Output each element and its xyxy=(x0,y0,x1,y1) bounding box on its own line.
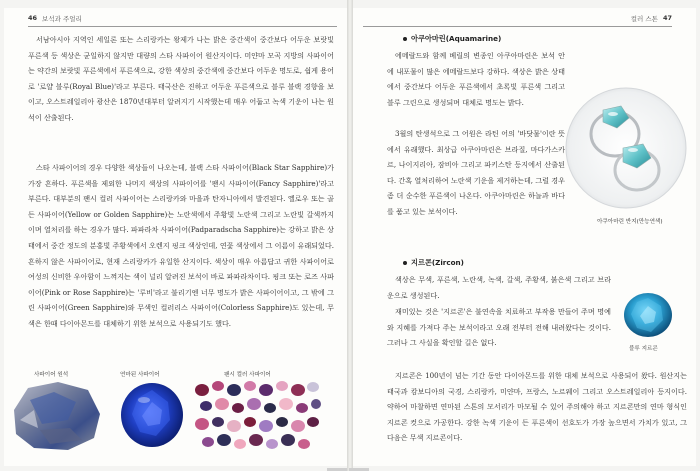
aquamarine-paragraph-2: 3월의 탄생석으로 그 어원은 라틴 어의 '바닷물'이란 뜻에서 유래했다. 최상급 아쿠아마린은 브라질, 마다가스카르, 나이지리아, 잠비아 그리고 파키스탄 등지에서 산출된다. 간혹 열처리하여 노란색 기운을 제거하는데, 그럴 경우 좀 더 순수한 푸른색이 나온다. 아쿠아마린은 하늘과 바다를 품고 있는 보석이다. xyxy=(387,129,565,216)
rough-sapphire-photo xyxy=(10,380,102,452)
aquamarine-heading: 아쿠아마린(Aquamarine) xyxy=(403,34,501,44)
caption-rough-sapphire: 사파이어 원석 xyxy=(34,372,69,378)
left-page xyxy=(4,8,347,466)
bullet-icon xyxy=(403,37,407,41)
zircon-paragraph-3: 지르콘은 100년이 넘는 기간 동안 다이아몬드를 위한 대체 보석으로 사용되어 왔다. 원산지는 태국과 캄보디아의 국경, 스리랑카, 미얀마, 프랑스, 노르웨이 그리고 오스트레일리아 등지이다. 약하여 마찰하면 연마된 스톤의 모서리가 마모될 수 있어 주의해야 하고 지르콘만의 연마 형식인 지르콘 컷으로 가공한다. 강한 녹색 기운이 든 푸른색이 선호도가 가장 높으면서 가치가 있고, 그 다음은 무색 지르콘이다. xyxy=(387,371,687,443)
right-running-head xyxy=(631,12,672,24)
aquamarine-paragraph-1: 에메랄드와 함께 베릴의 변종인 아쿠아마린은 보석 안에 내포물이 많은 에메랄드보다 강하다. 색상은 밝은 상태에서 중간보다 어두운 푸른색에서 초록빛 푸른색 그리고 블루 그린으로 생성되며 대체로 명도는 밝다. xyxy=(387,51,565,107)
fancy-sapphires-photo xyxy=(192,378,324,454)
left-paragraph-1: 서남아시아 지역인 세일론 또는 스리랑카는 왕제가 나는 밝은 중간색이 중간보다 어두운 보랏빛 푸른색 등 색상은 균일하지 않지만 대량의 스타 사파이어 원산지이다. 미얀마 모곡 지방의 사파이어는 약간의 보랏빛 푸른색에서 푸른색으로, 강한 색상의 중간색에 중간보다 어두운 명도로, 쉽게 용어로 '로얄 블루(Royal Blue)'라고 부른다. 태국산은 진하고 어두운 푸른색으로 블루 블랙 경향을 보이고, 오스트레일리아 광산은 1870년대부터 알려지기 시작했는데 매우 어둡고 녹색 기운이 나는 원석이 산출된다. xyxy=(28,35,334,122)
aquamarine-ring-photo xyxy=(563,84,689,214)
caption-fancy-sapphire: 팬시 컬러 사파이어 xyxy=(224,372,271,378)
bullet-icon xyxy=(403,261,407,265)
left-page-number: 46 xyxy=(28,14,38,22)
left-header-rule xyxy=(28,26,337,27)
zircon-paragraph-2: 재미있는 것은 '지르콘'은 불연속을 치료하고 부작용 만들어 주며 명예와 지혜를 가져다 주는 보석이라고 오래 전부터 전해 내려왔다는 것이다. 그러나 그 사실을 확인할 길은 없다. xyxy=(387,307,611,348)
zircon-heading: 지르콘(Zircon) xyxy=(403,258,464,268)
caption-cut-sapphire: 연마된 사파이어 xyxy=(120,372,160,378)
right-running-title: 컬러 스톤 xyxy=(630,14,658,23)
right-page xyxy=(353,8,696,466)
blue-zircon-photo xyxy=(621,290,675,340)
left-running-title: 보석과 주얼리 xyxy=(42,14,82,23)
right-header-rule xyxy=(363,26,672,27)
left-paragraph-2: 스타 사파이어의 경우 다양한 색상들이 나오는데, 블랙 스타 사파이어(Black Star Sapphire)가 가장 흔하다. 푸른색을 제외한 나머지 색상의 사파이어를 '팬시 사파이어(Fancy Sapphire)'라고 부른다. 대부분의 팬시 컬러 사파이어는 스리랑카와 마을과 탄자니아에서 발견된다. 옐로우 또는 골든 사파이어(Yellow or Golden Sapphire)는 노란색에서 주황빛 노란색 그리고 노란빛 갈색까지이며 열처리를 하는 경우가 많다. 파파라차 사파이어(Padparadscha Sapphire)는 강하고 밝은 상태에서 중간 정도의 분홍빛 주황색에서 오렌지 핑크 색상인데, 연꽃 색상에서 그 이름이 유래되었다. 흔하지 않은 사파이어로, 현재 스리랑카가 유일한 산지이다. 색상이 매우 아름답고 귀한 사파이어로 여성의 신비한 우아함이 느껴지는 색이 널리 알려진 보석이 바로 파파라차이다. 핑크 또는 로즈 사파이어(Pink or Rose Sapphire)는 '루비'라고 불리기엔 너무 명도가 밝은 사파이어이고, 그 밖에 그린 사파이어(Green Sapphire)와 무색인 컬러리스 사파이어(Colorless Sapphire)도 있는데, 무색은 한때 다이아몬드를 대체하기 위한 보석으로 사용되기도 했다. xyxy=(28,163,334,328)
cut-sapphire-photo xyxy=(116,380,188,450)
zircon-paragraph-1: 색상은 무색, 푸른색, 노란색, 녹색, 갈색, 주황색, 붉은색 그리고 브라운으로 생성된다. xyxy=(387,275,611,300)
right-page-number: 47 xyxy=(662,14,672,22)
caption-aquamarine-ring: 아쿠아마린 반지(만능연색) xyxy=(597,219,663,225)
left-running-head xyxy=(28,12,82,24)
caption-blue-zircon: 블루 지르콘 xyxy=(629,346,658,352)
